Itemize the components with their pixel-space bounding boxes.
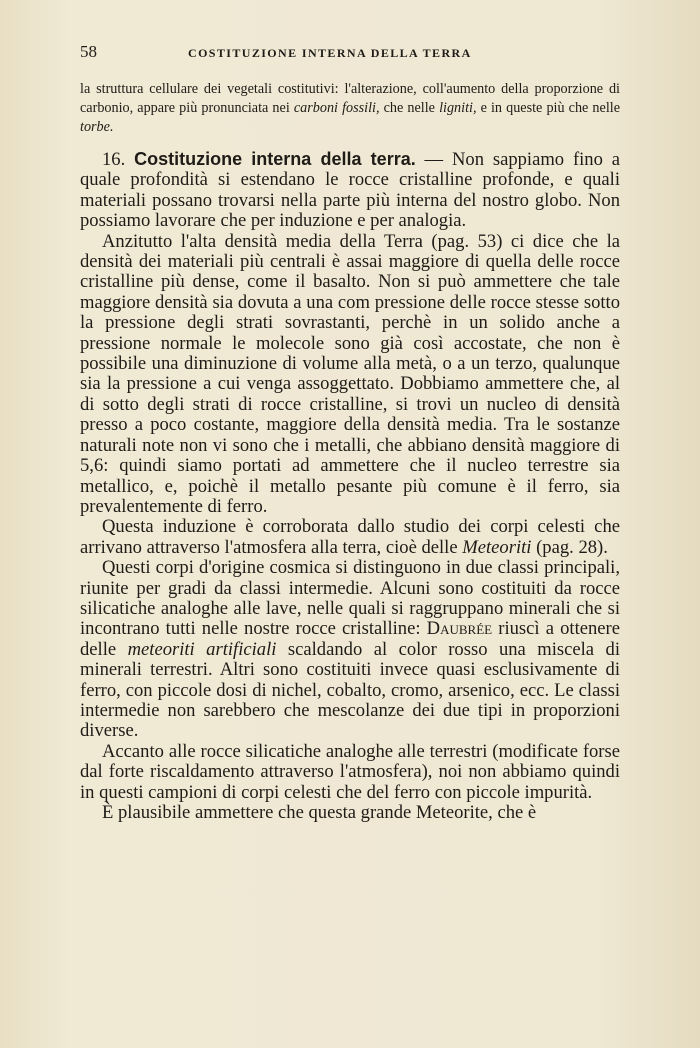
italic-term: ligniti, (439, 100, 477, 116)
italic-term: meteoriti artificiali (127, 638, 277, 660)
running-title: COSTITUZIONE INTERNA DELLA TERRA (188, 46, 472, 60)
section-number: 16. (102, 149, 126, 170)
text-run: Questa induzione è corroborata dallo studio dei corpi celesti che arrivano attraverso l'atmosfera alla terra, cioè delle (80, 516, 620, 558)
paragraph: Accanto alle rocce silicatiche analoghe alle terrestri (modificate forse dal forte riscaldamento attraverso l'atmosfera), noi non abbiamo quindi in questi campioni di corpi celesti che del ferro con piccole impurità. (80, 740, 620, 803)
italic-term: torbe. (80, 119, 114, 135)
section-title: Costituzione interna della terra. (134, 149, 416, 169)
paragraph (80, 558, 620, 742)
text-run: la struttura cellulare dei vegetali costitutivi: l'alterazione, coll'aumento della proporzione di carbonio, appare più pronunciata nei (80, 81, 620, 116)
paragraph: Anzitutto l'alta densità media della Terra (pag. 53) ci dice che la densità dei materiali più centrali è assai maggiore di quella delle rocce cristalline più dense, come il basalto. Non si può ammettere che tale maggiore densità sia dovuta a una com pressione delle rocce stesse sotto la pressione degli strati sovrastanti, perchè in un solido anche a pressione normale le molecole sono già così accostate, che non è possibile una diminuzione di volume alla metà, o a un terzo, qualunque sia la pressione a cui venga assoggettato. Dobbiamo ammettere che, al di sotto degli strati di rocce cristalline, si trovi un nucleo di densità presso a poco costante, maggiore della densità media. Tra le sostanze naturali note non vi sono che i metalli, che abbiano densità maggiore di 5,6: quindi siamo portati ad ammettere che il nucleo terrestre sia metallico, e, poichè il metallo pesante più comune è il ferro, sia prevalentemente di ferro. (80, 230, 620, 517)
carry-over-paragraph (80, 80, 620, 137)
page-body (80, 80, 620, 823)
italic-term: carboni fossili, (293, 100, 380, 116)
section-16 (80, 149, 620, 823)
paragraph: È plausibile ammettere che questa grande Meteorite, che è (102, 802, 537, 823)
section-paragraph (80, 149, 620, 232)
paragraph (80, 517, 620, 558)
page-number: 58 (80, 42, 97, 61)
text-run: Questi corpi d'origine cosmica si distinguono in due classi principali, riunite per gradi da classi intermedie. Alcuni sono costituiti da rocce silicatiche analoghe alle lave, nelle quali si raggruppano minerali che si incontrano tutti nelle nostre rocce cristalline: (80, 557, 620, 640)
text-run: scaldando al color rosso una miscela di minerali terrestri. Altri sono costituiti invece quasi esclusivamente di ferro, con piccole dosi di nichel, cobalto, cromo, arsenico, ecc. Le classi intermedie non sarebbero che mescolanze dei due tipi in proporzioni diverse. (80, 638, 620, 742)
text-run: — Non sappiamo fino a quale profondità si estendano le rocce cristalline profonde, e quali materiali possano trovarsi nella parte più interna del nostro globo. Non possiamo lavorare che per induzione e per analogia. (80, 149, 620, 232)
text-run: e in queste più che nelle (476, 100, 621, 116)
author-name: Daubrée (426, 618, 493, 640)
text-run: che nelle (379, 100, 440, 116)
page-header (80, 42, 620, 64)
text-run: riuscì a ottenere delle (80, 618, 620, 660)
italic-term: Meteoriti (462, 536, 532, 558)
text-run: (pag. 28). (531, 536, 608, 558)
